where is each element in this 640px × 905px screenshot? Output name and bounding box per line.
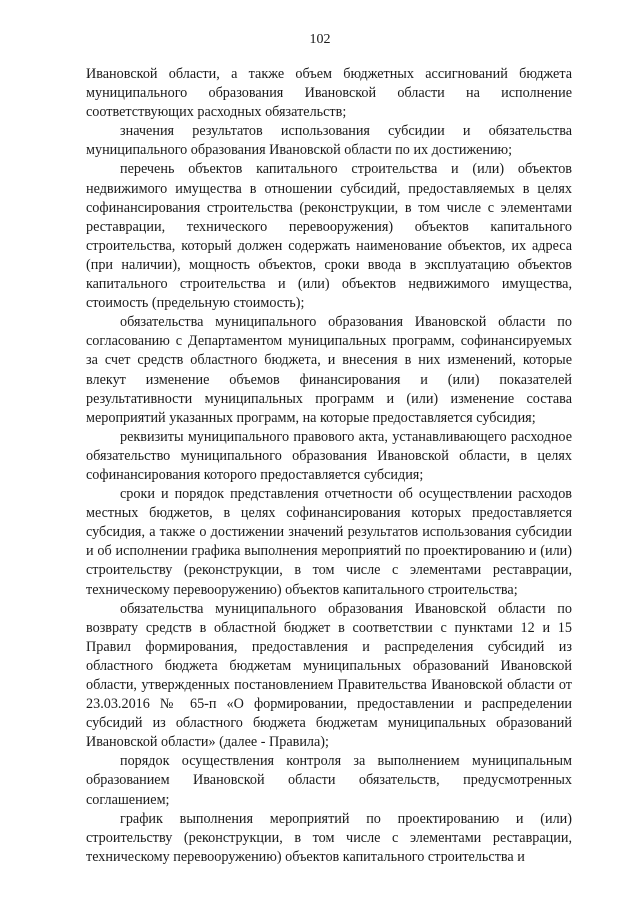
document-body bbox=[86, 65, 572, 867]
paragraph-4: обязательства муниципального образования Ивановской области по согласованию с Департаментом муниципальных программ, софинансируемых за счет средств областного бюджета, и внесения в них изменений, которые влекут изменение объемов финансирования и (или) показателей результативности муниципальных программ и (или) изменение состава мероприятий указанных программ, на которые предоставляется субсидия; bbox=[86, 314, 572, 426]
paragraph-5: реквизиты муниципального правового акта, устанавливающего расходное обязательство муниципального образования Ивановской области, в целях софинансирования которого предоставляется субсидия; bbox=[86, 428, 572, 483]
paragraph-2: значения результатов использования субсидии и обязательства муниципального образования Ивановской области по их достижению; bbox=[86, 123, 572, 159]
paragraph-6: сроки и порядок представления отчетности об осуществлении расходов местных бюджетов, в целях софинансирования которых предоставляется субсидия, а также о достижении значений результатов использования субсидии и об исполнении графика выполнения мероприятий по проектированию и (или) строительству (реконструкции, в том числе с элементами реставрации, техническому перевооружению) объектов капитального строительства; bbox=[86, 486, 572, 598]
paragraph-8: порядок осуществления контроля за выполнением муниципальным образованием Ивановской области обязательств, предусмотренных соглашением; bbox=[86, 753, 572, 808]
paragraph-7: обязательства муниципального образования Ивановской области по возврату средств в областной бюджет в соответствии с пунктами 12 и 15 Правил формирования, предоставления и распределения субсидий из областного бюджета бюджетам муниципальных образований Ивановской области, утвержденных постановлением Правительства Ивановской области от 23.03.2016 № 65-п «О формировании, предоставлении и распределении субсидий из областного бюджета бюджетам муниципальных образований Ивановской области» (далее - Правила); bbox=[86, 600, 572, 751]
paragraph-3: перечень объектов капитального строительства и (или) объектов недвижимого имущества в отношении субсидий, предоставляемых в целях софинансирования строительства (реконструкции, в том числе с элементами реставрации, технического перевооружения) объектов капитального строительства, который должен содержать наименование объектов, их адреса (при наличии), мощность объектов, сроки ввода в эксплуатацию объектов капитального строительства и (или) объектов недвижимого имущества, стоимость (предельную стоимость); bbox=[86, 161, 572, 312]
page-number: 102 bbox=[309, 32, 331, 47]
paragraph-1: Ивановской области, а также объем бюджетных ассигнований бюджета муниципального образования Ивановской области на исполнение соответствующих расходных обязательств; bbox=[86, 66, 572, 121]
paragraph-9: график выполнения мероприятий по проектированию и (или) строительству (реконструкции, в том числе с элементами реставрации, техническому перевооружению) объектов капитального строительства и bbox=[86, 810, 572, 865]
